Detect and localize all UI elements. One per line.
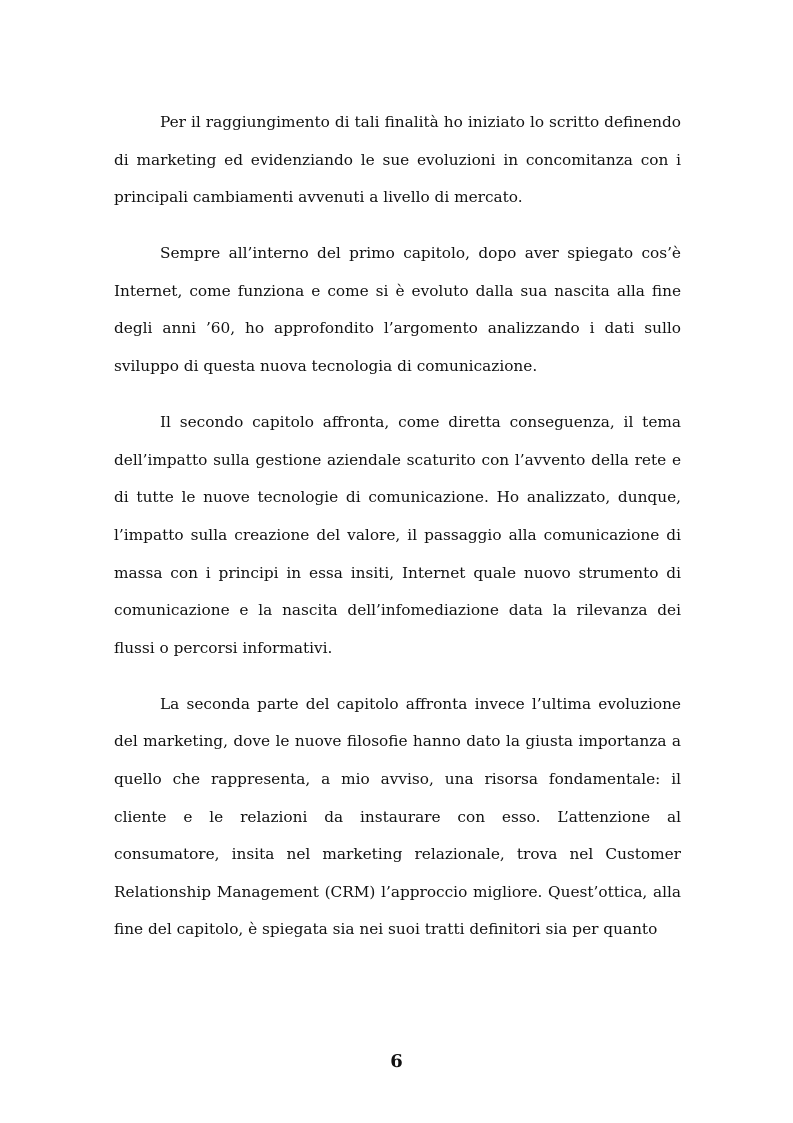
paragraph-2: Sempre all’interno del primo capitolo, dopo aver spiegato cos’è Internet, come funziona e come si è evoluto dalla sua nascita alla fine degli anni ’60, ho approfondito l’argomento analizzando i dati sullo sviluppo di questa nuova tecnologia di comunicazione. (114, 244, 681, 376)
paragraph-4: La seconda parte del capitolo affronta invece l’ultima evoluzione del marketing, dove le nuove filosofie hanno dato la giusta importanza a quello che rappresenta, a mio avviso, una risorsa fondamentale: il cliente e le relazioni da instaurare con esso. L’attenzione al consumatore, insita nel marketing relazionale, trova nel Customer Relationship Management (CRM) l’approccio migliore. Quest’ottica, alla fine del capitolo, è spiegata sia nei suoi tratti definitori sia per quanto (114, 694, 681, 939)
paragraph-3: Il secondo capitolo affronta, come diretta conseguenza, il tema dell’impatto sulla gestione aziendale scaturito con l’avvento della rete e di tutte le nuove tecnologie di comunicazione. Ho analizzato, dunque, l’impatto sulla creazione del valore, il passaggio alla comunicazione di massa con i principi in essa insiti, Internet quale nuovo strumento di comunicazione e la nascita dell’infomediazione data la rilevanza dei flussi o percorsi informativi. (114, 413, 681, 657)
body-text (114, 104, 681, 967)
page-number: 6 (390, 1051, 403, 1072)
paragraph-1: Per il raggiungimento di tali finalità ho iniziato lo scritto definendo di marketing ed evidenziando le sue evoluzioni in concomitanza con i principali cambiamenti avvenuti a livello di mercato. (114, 113, 681, 207)
